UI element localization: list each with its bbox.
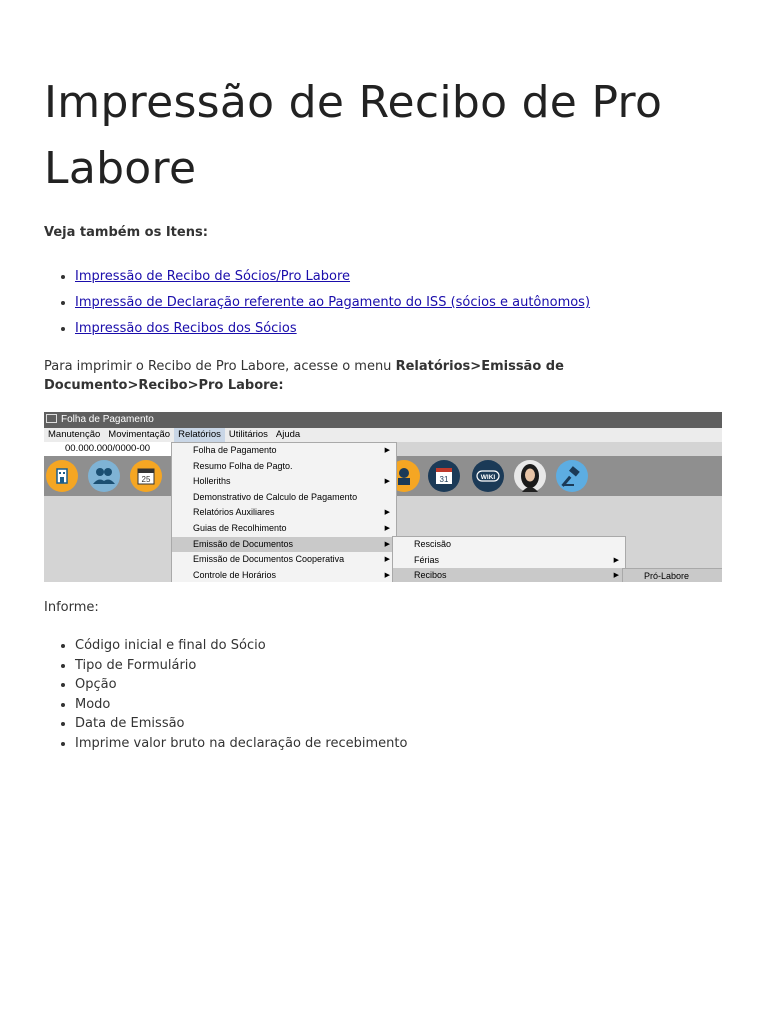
menu-item-pro-labore[interactable] <box>623 569 722 582</box>
fields-list <box>44 636 407 754</box>
building-icon[interactable] <box>46 460 78 492</box>
assistant-avatar[interactable] <box>514 460 546 492</box>
calendar-31-icon[interactable] <box>428 460 460 492</box>
menu-item-emissao-cooperativa[interactable] <box>172 552 396 568</box>
link-declaracao-iss[interactable]: Impressão de Declaração referente ao Pagamento do ISS (sócios e autônomos) <box>75 295 591 310</box>
menu-item-label: Pró-Labore <box>644 571 690 581</box>
link-recibo-socios[interactable]: Impressão de Recibo de Sócios/Pro Labore <box>75 269 351 284</box>
list-item <box>75 264 590 290</box>
menu-item-label: Holleriths <box>193 476 231 487</box>
recibos-submenu <box>622 568 722 582</box>
users-icon[interactable] <box>88 460 120 492</box>
see-also-list <box>44 264 590 342</box>
intro-paragraph <box>44 357 724 395</box>
menu-item-controle-horarios[interactable] <box>172 568 396 582</box>
list-item: • Tipo de Formulário <box>75 656 407 676</box>
menu-item-recibos[interactable] <box>393 568 625 582</box>
list-item: • Data de Emissão <box>75 714 407 734</box>
chevron-right-icon: ▶ <box>613 556 619 564</box>
window-titlebar <box>44 412 722 428</box>
menu-relatorios[interactable]: Relatórios <box>174 428 225 442</box>
menu-item-emissao-documentos[interactable] <box>172 537 396 553</box>
list-item <box>75 316 590 342</box>
informe-label: Informe: <box>44 600 99 615</box>
app-icon <box>46 414 57 423</box>
menu-item-label: Folha de Pagamento <box>193 445 277 455</box>
list-item: • Modo <box>75 695 407 715</box>
chevron-right-icon: ▶ <box>384 524 390 532</box>
menu-item-label: Emissão de Documentos <box>193 538 294 549</box>
menu-item-demonstrativo[interactable] <box>172 490 396 506</box>
menu-item-guias-recolhimento[interactable] <box>172 521 396 537</box>
list-item <box>75 290 590 316</box>
window-title: Folha de Pagamento <box>61 414 154 425</box>
calendar-day-31: 31 <box>439 475 449 484</box>
see-also-heading: Veja também os Itens: <box>44 225 208 240</box>
intro-text: Para imprimir o Recibo de Pro Labore, acesse o menu <box>44 359 396 374</box>
menu-item-relatorios-auxiliares[interactable] <box>172 505 396 521</box>
menubar <box>44 428 722 442</box>
chevron-right-icon: ▶ <box>384 556 390 564</box>
menu-item-label: Resumo Folha de Pagto. <box>193 460 293 471</box>
menu-item-label: Rescisão <box>414 539 452 549</box>
menu-utilitarios[interactable]: Utilitários <box>228 429 268 440</box>
menu-item-label: Emissão de Documentos Cooperativa <box>193 554 345 565</box>
page-title: Impressão de Recibo de Pro Labore <box>44 77 663 194</box>
chevron-right-icon: ▶ <box>384 478 390 486</box>
documentos-submenu <box>392 536 626 582</box>
calendar-day-25: 25 <box>141 475 151 484</box>
menu-item-label: Guias de Recolhimento <box>193 522 287 533</box>
menu-item-label: Férias <box>414 554 440 565</box>
chevron-right-icon: ▶ <box>384 447 390 454</box>
menu-item-label: Recibos <box>414 570 447 581</box>
list-item: • Opção <box>75 675 407 695</box>
chevron-right-icon: ▶ <box>384 571 390 579</box>
menu-item-resumo-folha[interactable] <box>172 459 396 475</box>
menu-item-holleriths[interactable] <box>172 474 396 490</box>
menu-item-label: Controle de Horários <box>193 569 277 580</box>
wiki-label: WIKI <box>480 474 496 481</box>
gavel-icon[interactable] <box>556 460 588 492</box>
menu-item-folha-pagamento[interactable] <box>172 443 396 459</box>
wiki-icon[interactable] <box>472 460 504 492</box>
list-item: • Código inicial e final do Sócio <box>75 636 407 656</box>
relatorios-menu <box>171 442 397 582</box>
menu-item-label: Demonstrativo de Calculo de Pagamento <box>193 491 358 502</box>
list-item: • Imprime valor bruto na declaração de recebimento <box>75 734 407 754</box>
company-code: 00.000.000/0000-00 <box>65 443 151 454</box>
menu-ajuda[interactable]: Ajuda <box>275 429 301 440</box>
menu-movimentacao[interactable]: Movimentação <box>108 429 171 440</box>
menu-item-rescisao[interactable] <box>393 537 625 553</box>
app-screenshot <box>44 412 722 582</box>
chevron-right-icon: ▶ <box>384 540 390 548</box>
menu-item-label: Relatórios Auxiliares <box>193 507 275 518</box>
chevron-right-icon: ▶ <box>384 509 390 517</box>
menu-path: Relatórios>Emissão de Documento>Recibo>Pro Labore: <box>44 359 564 393</box>
menu-manutencao[interactable]: Manutenção <box>48 429 101 440</box>
chevron-right-icon: ▶ <box>613 572 619 580</box>
calendar-icon[interactable] <box>130 460 162 492</box>
menu-item-ferias[interactable] <box>393 553 625 569</box>
link-recibos-socios[interactable]: Impressão dos Recibos dos Sócios <box>75 321 297 336</box>
